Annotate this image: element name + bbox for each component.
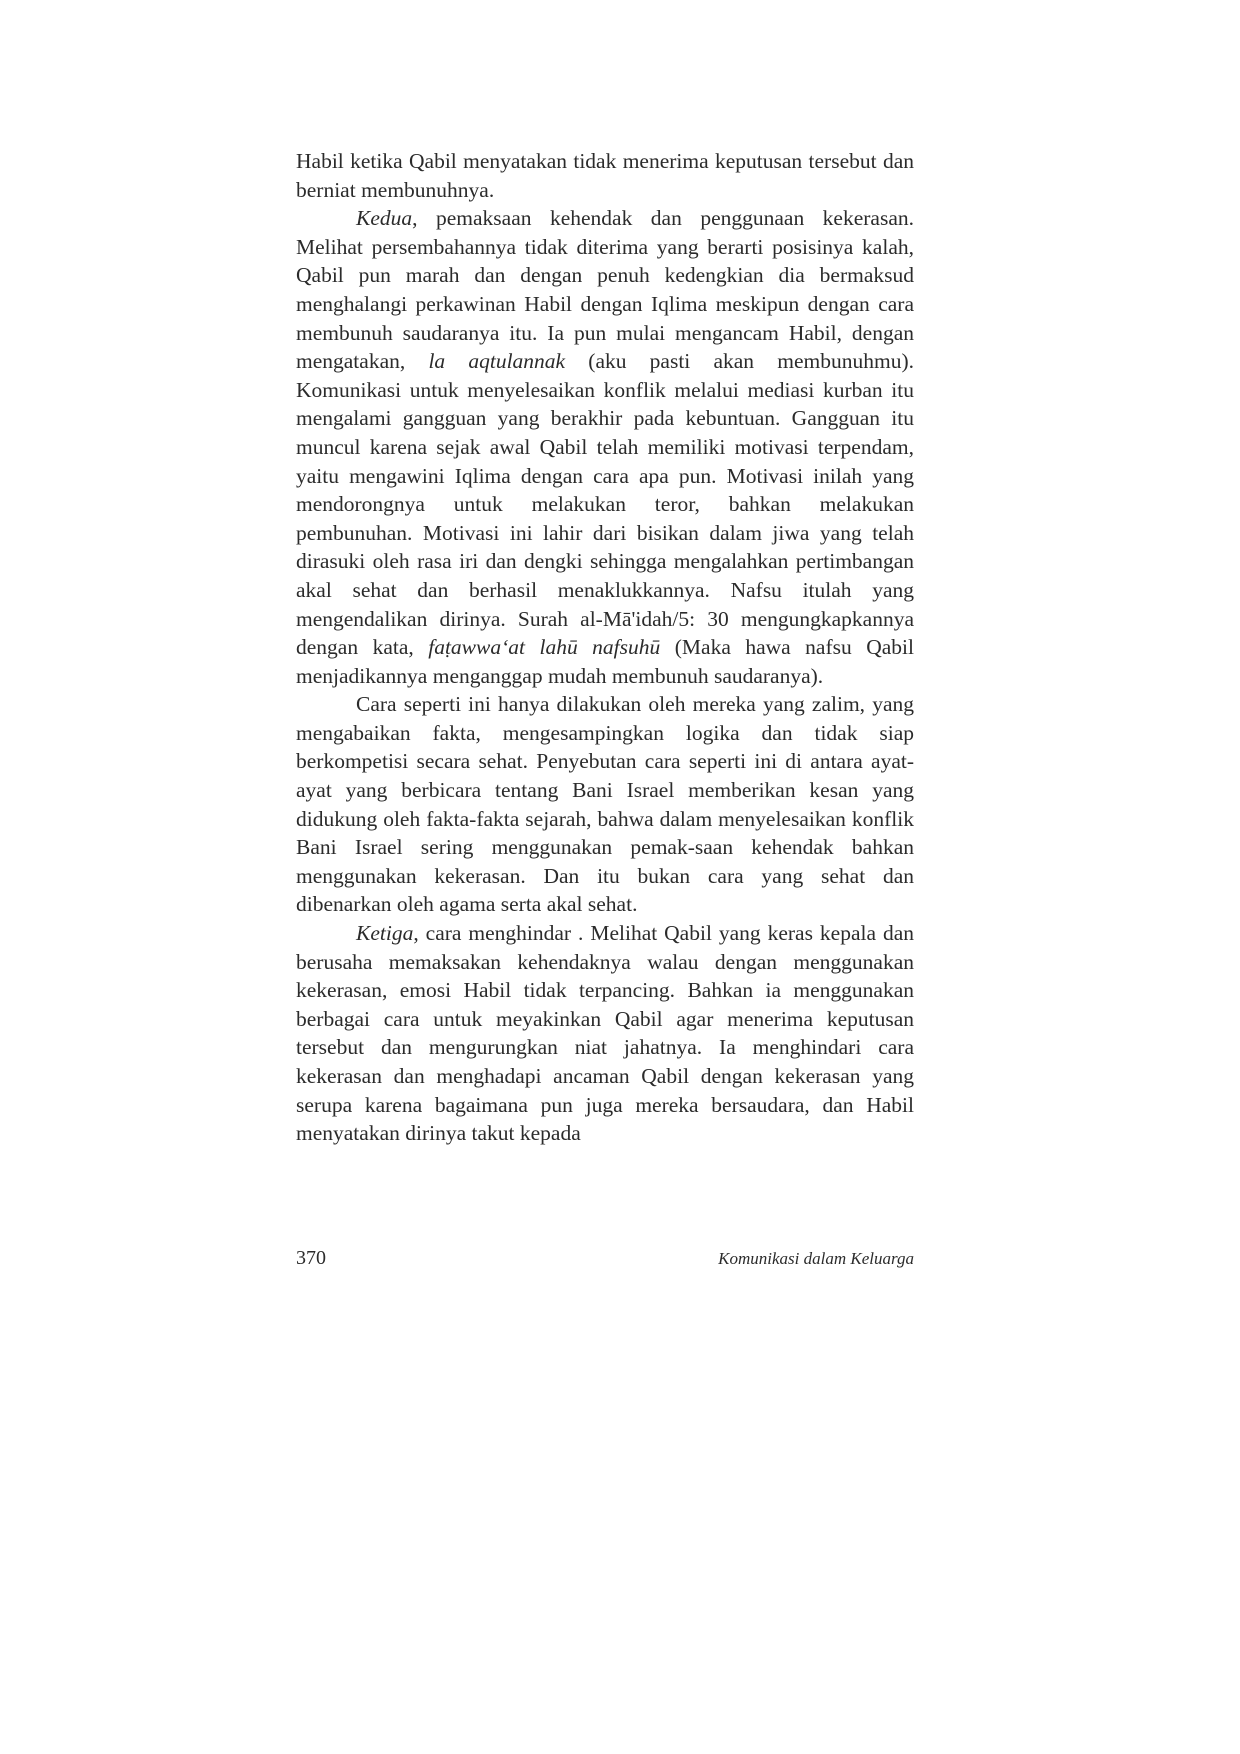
text-run: Cara seperti ini hanya dilakukan oleh mereka yang zalim, yang mengabaikan fakta, mengesampingkan logika dan tidak siap berkompetisi secara sehat. Penyebutan cara seperti ini di antara ayat-ayat yang berbicara tentang Bani Israel memberikan kesan yang didukung oleh fakta-fakta sejarah, bahwa dalam menyelesaikan konflik Bani Israel sering menggunakan pemak-saan kehendak bahkan menggunakan kekerasan. Dan itu bukan cara yang sehat dan dibenarkan oleh agama serta akal sehat. — [296, 692, 914, 917]
page-footer — [296, 1247, 914, 1277]
italic-term: Ketiga — [356, 921, 414, 946]
text-run: (aku pasti akan membunuhmu). Komunikasi untuk menyelesaikan konflik melalui mediasi kurban itu mengalami gangguan yang berakhir pada kebuntuan. Gangguan itu muncul karena sejak awal Qabil telah memiliki motivasi terpendam, yaitu mengawini Iqlima dengan cara apa pun. Motivasi inilah yang mendorongnya untuk melakukan teror, bahkan melakukan pembunuhan. Motivasi ini lahir dari bisikan dalam jiwa yang telah dirasuki oleh rasa iri dan dengki sehingga mengalahkan pertimbangan akal sehat dan berhasil menaklukkannya. Nafsu itulah yang mengendalikan dirinya. Surah al-Mā'idah/5: 30 mengungkapkannya dengan kata, — [296, 349, 914, 660]
italic-term: la aqtulannak — [428, 349, 566, 374]
paragraph — [296, 147, 914, 204]
italic-term: faṭawwa‘at lahū nafsuhū — [428, 635, 661, 660]
paragraph — [296, 204, 914, 690]
text-run: (Maka hawa nafsu Qabil menjadikannya menganggap mudah membunuh saudaranya). — [296, 635, 914, 688]
paragraph — [296, 919, 914, 1148]
text-run: Habil ketika Qabil menyatakan tidak menerima keputusan tersebut dan berniat membunuhnya. — [296, 149, 914, 202]
running-title: Komunikasi dalam Keluarga — [718, 1249, 914, 1268]
italic-term: Kedua — [356, 206, 413, 231]
text-run: , pemaksaan kehendak dan penggunaan kekerasan. Melihat persembahannya tidak diterima yang berarti posisinya kalah, Qabil pun marah dan dengan penuh kedengkian dia bermaksud menghalangi perkawinan Habil dengan Iqlima meskipun dengan cara membunuh saudaranya itu. Ia pun mulai mengancam Habil, dengan mengatakan, — [296, 206, 914, 374]
page-number: 370 — [296, 1247, 326, 1269]
body-text — [296, 147, 914, 1148]
paragraph — [296, 690, 914, 919]
text-run: , cara menghindar . Melihat Qabil yang keras kepala dan berusaha memaksakan kehendaknya walau dengan menggunakan kekerasan, emosi Habil tidak terpancing. Bahkan ia menggunakan berbagai cara untuk meyakinkan Qabil agar menerima keputusan tersebut dan mengurungkan niat jahatnya. Ia menghindari cara kekerasan dan menghadapi ancaman Qabil dengan kekerasan yang serupa karena bagaimana pun juga mereka bersaudara, dan Habil menyatakan dirinya takut kepada — [296, 921, 914, 1146]
